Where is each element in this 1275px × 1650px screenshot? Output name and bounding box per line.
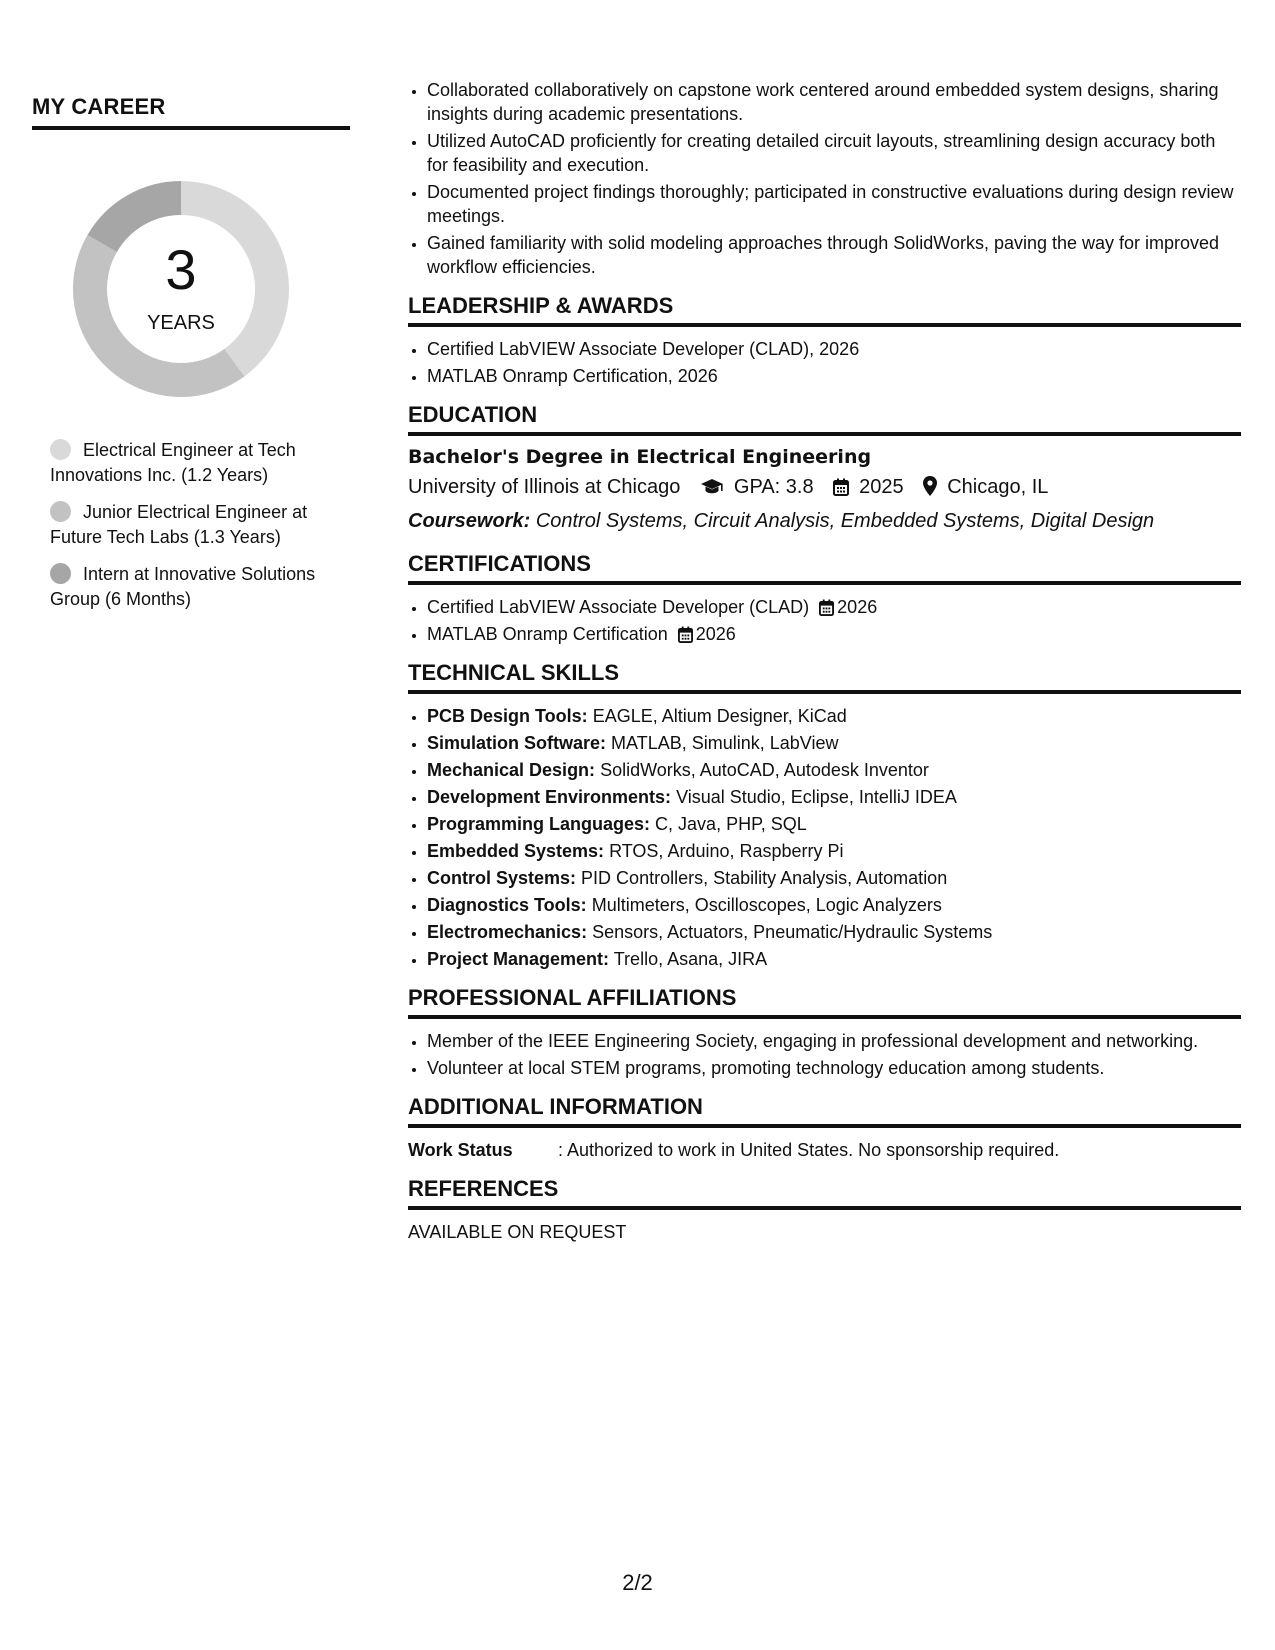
legend-label: Electrical Engineer at Tech Innovations Inc. (1.2 Years) xyxy=(50,440,296,485)
calendar-icon xyxy=(678,626,693,643)
career-donut-chart xyxy=(66,174,296,404)
affiliations-list xyxy=(408,1029,1241,1080)
coursework-value: Control Systems, Circuit Analysis, Embedded Systems, Digital Design xyxy=(535,510,1155,532)
page-number: 2/2 xyxy=(622,1570,653,1595)
certification-name: Certified LabVIEW Associate Developer (CLAD) xyxy=(427,597,810,617)
list-item: • Member of the IEEE Engineering Society, engaging in professional development and networking. xyxy=(427,1029,1241,1053)
certification-date xyxy=(678,624,736,644)
degree-title: Bachelor's Degree in Electrical Engineering xyxy=(408,446,872,468)
legend-label: Junior Electrical Engineer at Future Tech Labs (1.3 Years) xyxy=(50,502,308,547)
affiliations-section xyxy=(408,985,1241,1080)
skill-value: EAGLE, Altium Designer, KiCad xyxy=(592,706,847,726)
skill-value: Sensors, Actuators, Pneumatic/Hydraulic Systems xyxy=(592,922,993,942)
skill-item xyxy=(427,866,1241,890)
location: Chicago, IL xyxy=(947,476,1049,498)
skill-label: Project Management: xyxy=(427,949,610,969)
list-item: • Gained familiarity with solid modeling approaches through SolidWorks, paving the way for improved workflow efficiencies. xyxy=(427,231,1241,279)
skill-label: Programming Languages: xyxy=(427,814,651,834)
calendar-icon xyxy=(819,599,834,616)
education-details xyxy=(408,472,1241,505)
legend-label: Intern at Innovative Solutions Group (6 Months) xyxy=(50,564,316,609)
additional-info-section xyxy=(408,1094,1241,1162)
career-heading: MY CAREER xyxy=(32,94,350,130)
skill-value: Multimeters, Oscilloscopes, Logic Analyzers xyxy=(591,895,942,915)
gpa-value: GPA: 3.8 xyxy=(733,476,814,498)
section-title: LEADERSHIP & AWARDS xyxy=(408,293,1241,327)
section-title: PROFESSIONAL AFFILIATIONS xyxy=(408,985,1241,1019)
skill-item xyxy=(427,839,1241,863)
skill-value: Visual Studio, Eclipse, IntelliJ IDEA xyxy=(676,787,957,807)
list-item: • Utilized AutoCAD proficiently for creating detailed circuit layouts, streamlining design accuracy both for feasibility and execution. xyxy=(427,129,1241,177)
section-title: TECHNICAL SKILLS xyxy=(408,660,1241,694)
skills-list xyxy=(408,704,1241,971)
section-title: CERTIFICATIONS xyxy=(408,551,1241,585)
work-status-value: : Authorized to work in United States. No sponsorship required. xyxy=(558,1140,1060,1160)
skill-item xyxy=(427,812,1241,836)
references-text: AVAILABLE ON REQUEST xyxy=(408,1222,627,1242)
coursework xyxy=(408,505,1241,537)
certification-year: 2026 xyxy=(837,597,878,617)
legend-dot-icon xyxy=(50,501,71,522)
skill-value: MATLAB, Simulink, LabView xyxy=(611,733,839,753)
skill-value: PID Controllers, Stability Analysis, Automation xyxy=(581,868,948,888)
work-status xyxy=(408,1138,1241,1162)
leadership-list xyxy=(408,337,1241,388)
list-item: • MATLAB Onramp Certification, 2026 xyxy=(427,364,1241,388)
legend-item xyxy=(50,500,340,550)
total-years-value: 3 xyxy=(165,238,197,301)
legend-item xyxy=(50,438,340,488)
section-title: REFERENCES xyxy=(408,1176,1241,1210)
skill-item xyxy=(427,731,1241,755)
references-section xyxy=(408,1176,1241,1244)
skill-item xyxy=(427,920,1241,944)
legend-dot-icon xyxy=(50,563,71,584)
donut-segment xyxy=(102,198,181,244)
list-item xyxy=(427,595,1241,619)
skill-label: PCB Design Tools: xyxy=(427,706,588,726)
skill-value: RTOS, Arduino, Raspberry Pi xyxy=(609,841,844,861)
list-item: • Volunteer at local STEM programs, promoting technology education among students. xyxy=(427,1056,1241,1080)
legend-dot-icon xyxy=(50,439,71,460)
skill-label: Simulation Software: xyxy=(427,733,607,753)
list-item: • Certified LabVIEW Associate Developer (CLAD), 2026 xyxy=(427,337,1241,361)
skill-label: Development Environments: xyxy=(427,787,672,807)
calendar-icon xyxy=(833,475,849,505)
certification-name: MATLAB Onramp Certification xyxy=(427,624,668,644)
legend-item xyxy=(50,562,340,612)
total-years-unit: YEARS xyxy=(147,312,215,334)
skill-item xyxy=(427,758,1241,782)
skill-item xyxy=(427,947,1241,971)
career-legend xyxy=(50,438,350,612)
list-item: • Collaborated collaboratively on capstone work centered around embedded system designs, sharing insights during academic presentations. xyxy=(427,78,1241,126)
work-status-label: Work Status xyxy=(408,1140,513,1160)
certifications-list xyxy=(408,595,1241,646)
school-name: University of Illinois at Chicago xyxy=(408,476,681,498)
career-sidebar xyxy=(32,94,350,624)
skill-label: Electromechanics: xyxy=(427,922,588,942)
map-pin-icon xyxy=(923,475,937,505)
skill-value: Trello, Asana, JIRA xyxy=(613,949,768,969)
experience-bullets xyxy=(408,78,1241,279)
list-item: • Documented project findings thoroughly; participated in constructive evaluations during design review meetings. xyxy=(427,180,1241,228)
list-item xyxy=(427,622,1241,646)
skill-label: Mechanical Design: xyxy=(427,760,596,780)
coursework-label: Coursework: xyxy=(408,510,531,532)
certification-year: 2026 xyxy=(695,624,736,644)
main-column xyxy=(408,78,1241,1244)
section-title: EDUCATION xyxy=(408,402,1241,436)
certifications-section xyxy=(408,551,1241,646)
skills-section xyxy=(408,660,1241,971)
skill-label: Diagnostics Tools: xyxy=(427,895,587,915)
skill-item xyxy=(427,785,1241,809)
section-title: ADDITIONAL INFORMATION xyxy=(408,1094,1241,1128)
skill-value: C, Java, PHP, SQL xyxy=(655,814,807,834)
graduation-cap-icon xyxy=(700,475,724,505)
certification-date xyxy=(819,597,877,617)
skill-label: Control Systems: xyxy=(427,868,577,888)
skill-item xyxy=(427,704,1241,728)
skill-item xyxy=(427,893,1241,917)
skill-label: Embedded Systems: xyxy=(427,841,605,861)
graduation-year: 2025 xyxy=(859,476,904,498)
leadership-section xyxy=(408,293,1241,388)
education-section xyxy=(408,402,1241,537)
skill-value: SolidWorks, AutoCAD, Autodesk Inventor xyxy=(600,760,929,780)
